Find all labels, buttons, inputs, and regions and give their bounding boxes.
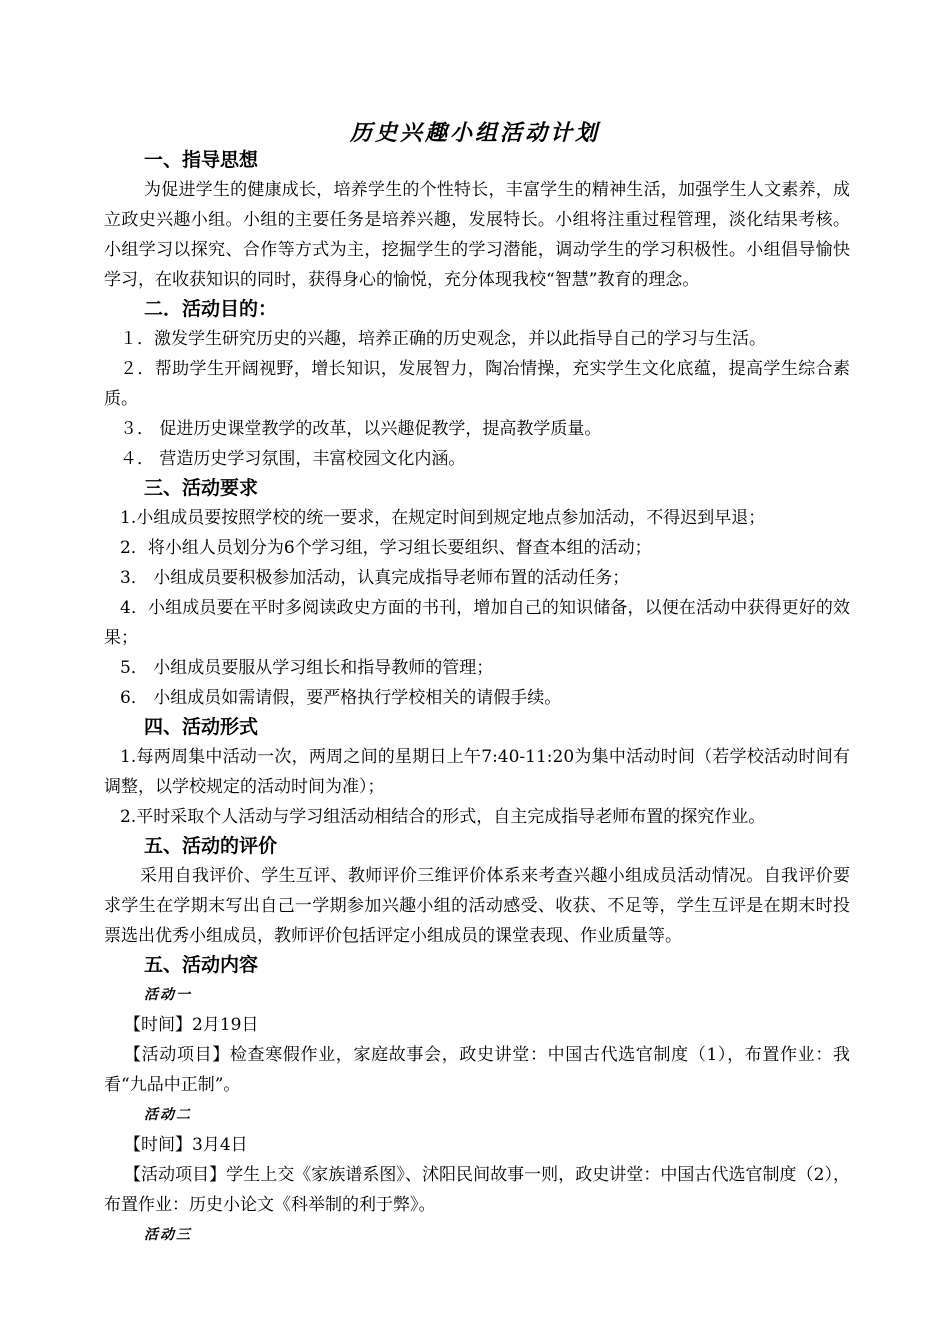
activity-project: 【活动项目】学生上交《家族谱系图》、沭阳民间故事一则，政史讲堂：中国古代选官制度（2），布置作业：历史小论文《科举制的利于弊》。 xyxy=(104,1165,850,1215)
section-heading-evaluation: 五、活动的评价 xyxy=(144,835,278,857)
activity-time: 【时间】3月4日 xyxy=(124,1135,248,1155)
requirement-item: 5． 小组成员要服从学习组长和指导教师的管理； xyxy=(120,658,494,678)
purpose-item: ４． 营造历史学习氛围，丰富校园文化内涵。 xyxy=(120,449,466,469)
requirement-item: 4．小组成员要在平时多阅读政史方面的书刊，增加自己的知识储备，以便在活动中获得更好的效果； xyxy=(104,598,850,648)
section-heading-forms: 四、活动形式 xyxy=(144,716,259,738)
form-item: 2.平时采取个人活动与学习组活动相结合的形式，自主完成指导老师布置的探究作业。 xyxy=(120,807,766,827)
section-heading-purpose: 二．活动目的： xyxy=(144,298,278,320)
requirement-item: 2．将小组人员划分为6个学习组，学习组长要组织、督查本组的活动； xyxy=(120,538,652,558)
document-body xyxy=(104,146,850,1250)
activity-title: 活动三 xyxy=(144,1227,192,1243)
evaluation-paragraph: 采用自我评价、学生互评、教师评价三维评价体系来考查兴趣小组成员活动情况。自我评价要求学生在学期末写出自己一学期参加兴趣小组的活动感受、收获、不足等，学生互评是在期末时投票选出优秀小组成员，教师评价包括评定小组成员的课堂表现、作业质量等。 xyxy=(104,866,850,946)
document-title: 历史兴趣小组活动计划 xyxy=(349,120,600,146)
activity-title: 活动一 xyxy=(144,987,192,1003)
section-heading-requirements: 三、活动要求 xyxy=(144,477,259,499)
purpose-item: ３． 促进历史课堂教学的改革，以兴趣促教学，提高教学质量。 xyxy=(120,419,602,439)
form-item: 1.每两周集中活动一次，两周之间的星期日上午7:40-11:20为集中活动时间（若学校活动时间有调整，以学校规定的活动时间为准）； xyxy=(104,747,850,797)
purpose-item: １．激发学生研究历史的兴趣，培养正确的历史观念，并以此指导自己的学习与生活。 xyxy=(120,329,766,349)
requirement-item: 1.小组成员要按照学校的统一要求，在规定时间到规定地点参加活动，不得迟到早退； xyxy=(120,508,766,528)
guiding-ideology-paragraph: 为促进学生的健康成长，培养学生的个性特长，丰富学生的精神生活，加强学生人文素养，成立政史兴趣小组。小组的主要任务是培养兴趣，发展特长。小组将注重过程管理，淡化结果考核。小组学习以探究、合作等方式为主，挖掘学生的学习潜能，调动学生的学习积极性。小组倡导愉快学习，在收获知识的同时，获得身心的愉悦，充分体现我校“智慧”教育的理念。 xyxy=(104,180,850,290)
activity-project: 【活动项目】检查寒假作业，家庭故事会，政史讲堂：中国古代选官制度（1），布置作业：我看“九品中正制”。 xyxy=(104,1045,850,1095)
activity-time: 【时间】2月19日 xyxy=(124,1015,259,1035)
activity-title: 活动二 xyxy=(144,1107,192,1123)
purpose-item: ２．帮助学生开阔视野，增长知识，发展智力，陶冶情操，充实学生文化底蕴，提高学生综合素质。 xyxy=(104,359,850,409)
requirement-item: 6． 小组成员如需请假，要严格执行学校相关的请假手续。 xyxy=(120,688,562,708)
requirement-item: 3． 小组成员要积极参加活动，认真完成指导老师布置的活动任务； xyxy=(120,568,630,588)
section-heading-content: 五、活动内容 xyxy=(144,954,259,976)
section-heading-guiding-ideology: 一、指导思想 xyxy=(144,149,259,171)
